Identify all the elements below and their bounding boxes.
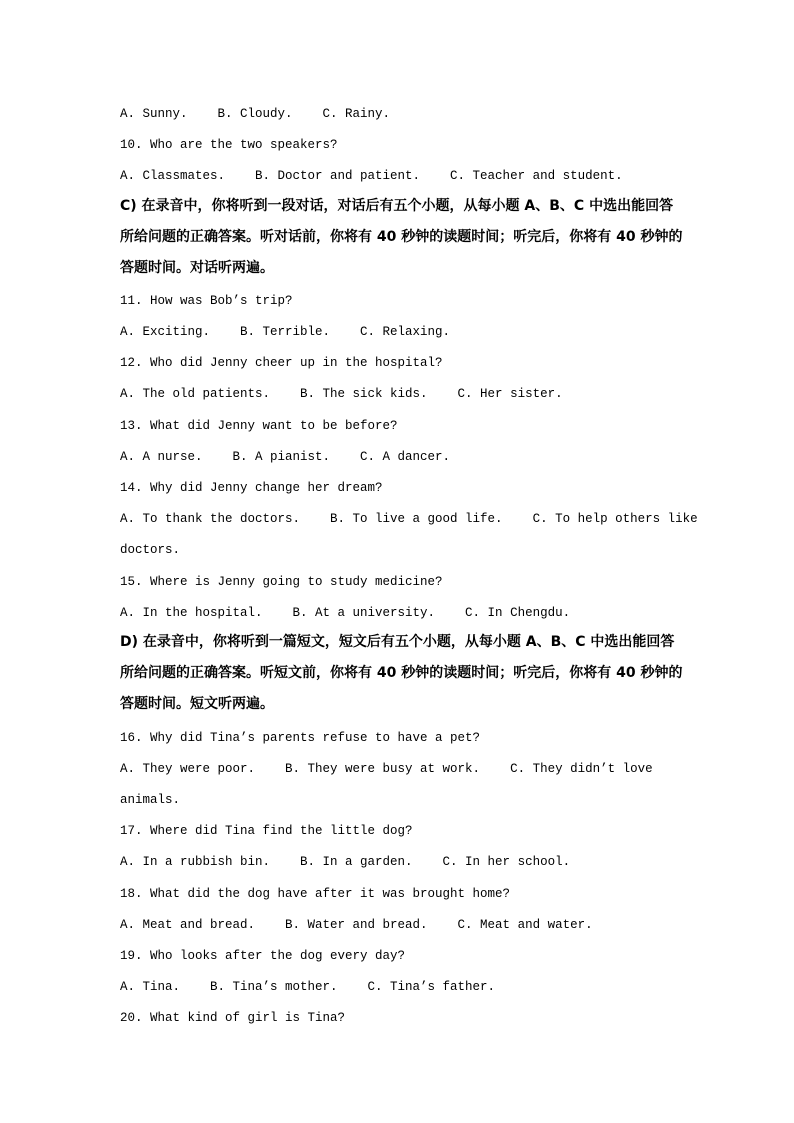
question-12: 12. Who did Jenny cheer up in the hospital? <box>120 356 443 370</box>
question-20: 20. What kind of girl is Tina? <box>120 1011 346 1025</box>
options-q19: A. Tina. B. Tina’s mother. C. Tina’s father. <box>120 980 496 994</box>
section-c-instruction-line3: 答题时间。对话听两遍。 <box>120 260 274 276</box>
section-d-instruction-line3: 答题时间。短文听两遍。 <box>120 696 274 712</box>
options-q9: A. Sunny. B. Cloudy. C. Rainy. <box>120 107 391 121</box>
options-q10: A. Classmates. B. Doctor and patient. C. Teacher and student. <box>120 169 623 183</box>
options-q12: A. The old patients. B. The sick kids. C. Her sister. <box>120 387 563 401</box>
question-19: 19. Who looks after the dog every day? <box>120 949 406 963</box>
options-q17: A. In a rubbish bin. B. In a garden. C. In her school. <box>120 855 571 869</box>
section-d-instruction-line2: 所给问题的正确答案。听短文前，你将有 40 秒钟的读题时间；听完后，你将有 40 秒钟的 <box>120 665 683 681</box>
section-c-instruction-line2: 所给问题的正确答案。听对话前，你将有 40 秒钟的读题时间；听完后，你将有 40 秒钟的 <box>120 229 683 245</box>
question-13: 13. What did Jenny want to be before? <box>120 419 398 433</box>
question-15: 15. Where is Jenny going to study medicine? <box>120 575 443 589</box>
options-q14-continued: doctors. <box>120 543 181 557</box>
options-q18: A. Meat and bread. B. Water and bread. C. Meat and water. <box>120 918 593 932</box>
options-q16-continued: animals. <box>120 793 181 807</box>
section-d-instruction-line1: D) 在录音中，你将听到一篇短文，短文后有五个小题，从每小题 A、B、C 中选出能回答 <box>120 634 675 650</box>
question-11: 11. How was Bob’s trip? <box>120 294 293 308</box>
options-q14: A. To thank the doctors. B. To live a good life. C. To help others like <box>120 512 698 526</box>
question-17: 17. Where did Tina find the little dog? <box>120 824 413 838</box>
question-16: 16. Why did Tina’s parents refuse to have a pet? <box>120 731 481 745</box>
question-10: 10. Who are the two speakers? <box>120 138 338 152</box>
options-q15: A. In the hospital. B. At a university. C. In Chengdu. <box>120 606 571 620</box>
question-18: 18. What did the dog have after it was brought home? <box>120 887 511 901</box>
section-c-instruction-line1: C) 在录音中，你将听到一段对话，对话后有五个小题，从每小题 A、B、C 中选出能回答 <box>120 198 674 214</box>
options-q11: A. Exciting. B. Terrible. C. Relaxing. <box>120 325 451 339</box>
question-14: 14. Why did Jenny change her dream? <box>120 481 383 495</box>
options-q13: A. A nurse. B. A pianist. C. A dancer. <box>120 450 451 464</box>
options-q16: A. They were poor. B. They were busy at work. C. They didn’t love <box>120 762 653 776</box>
